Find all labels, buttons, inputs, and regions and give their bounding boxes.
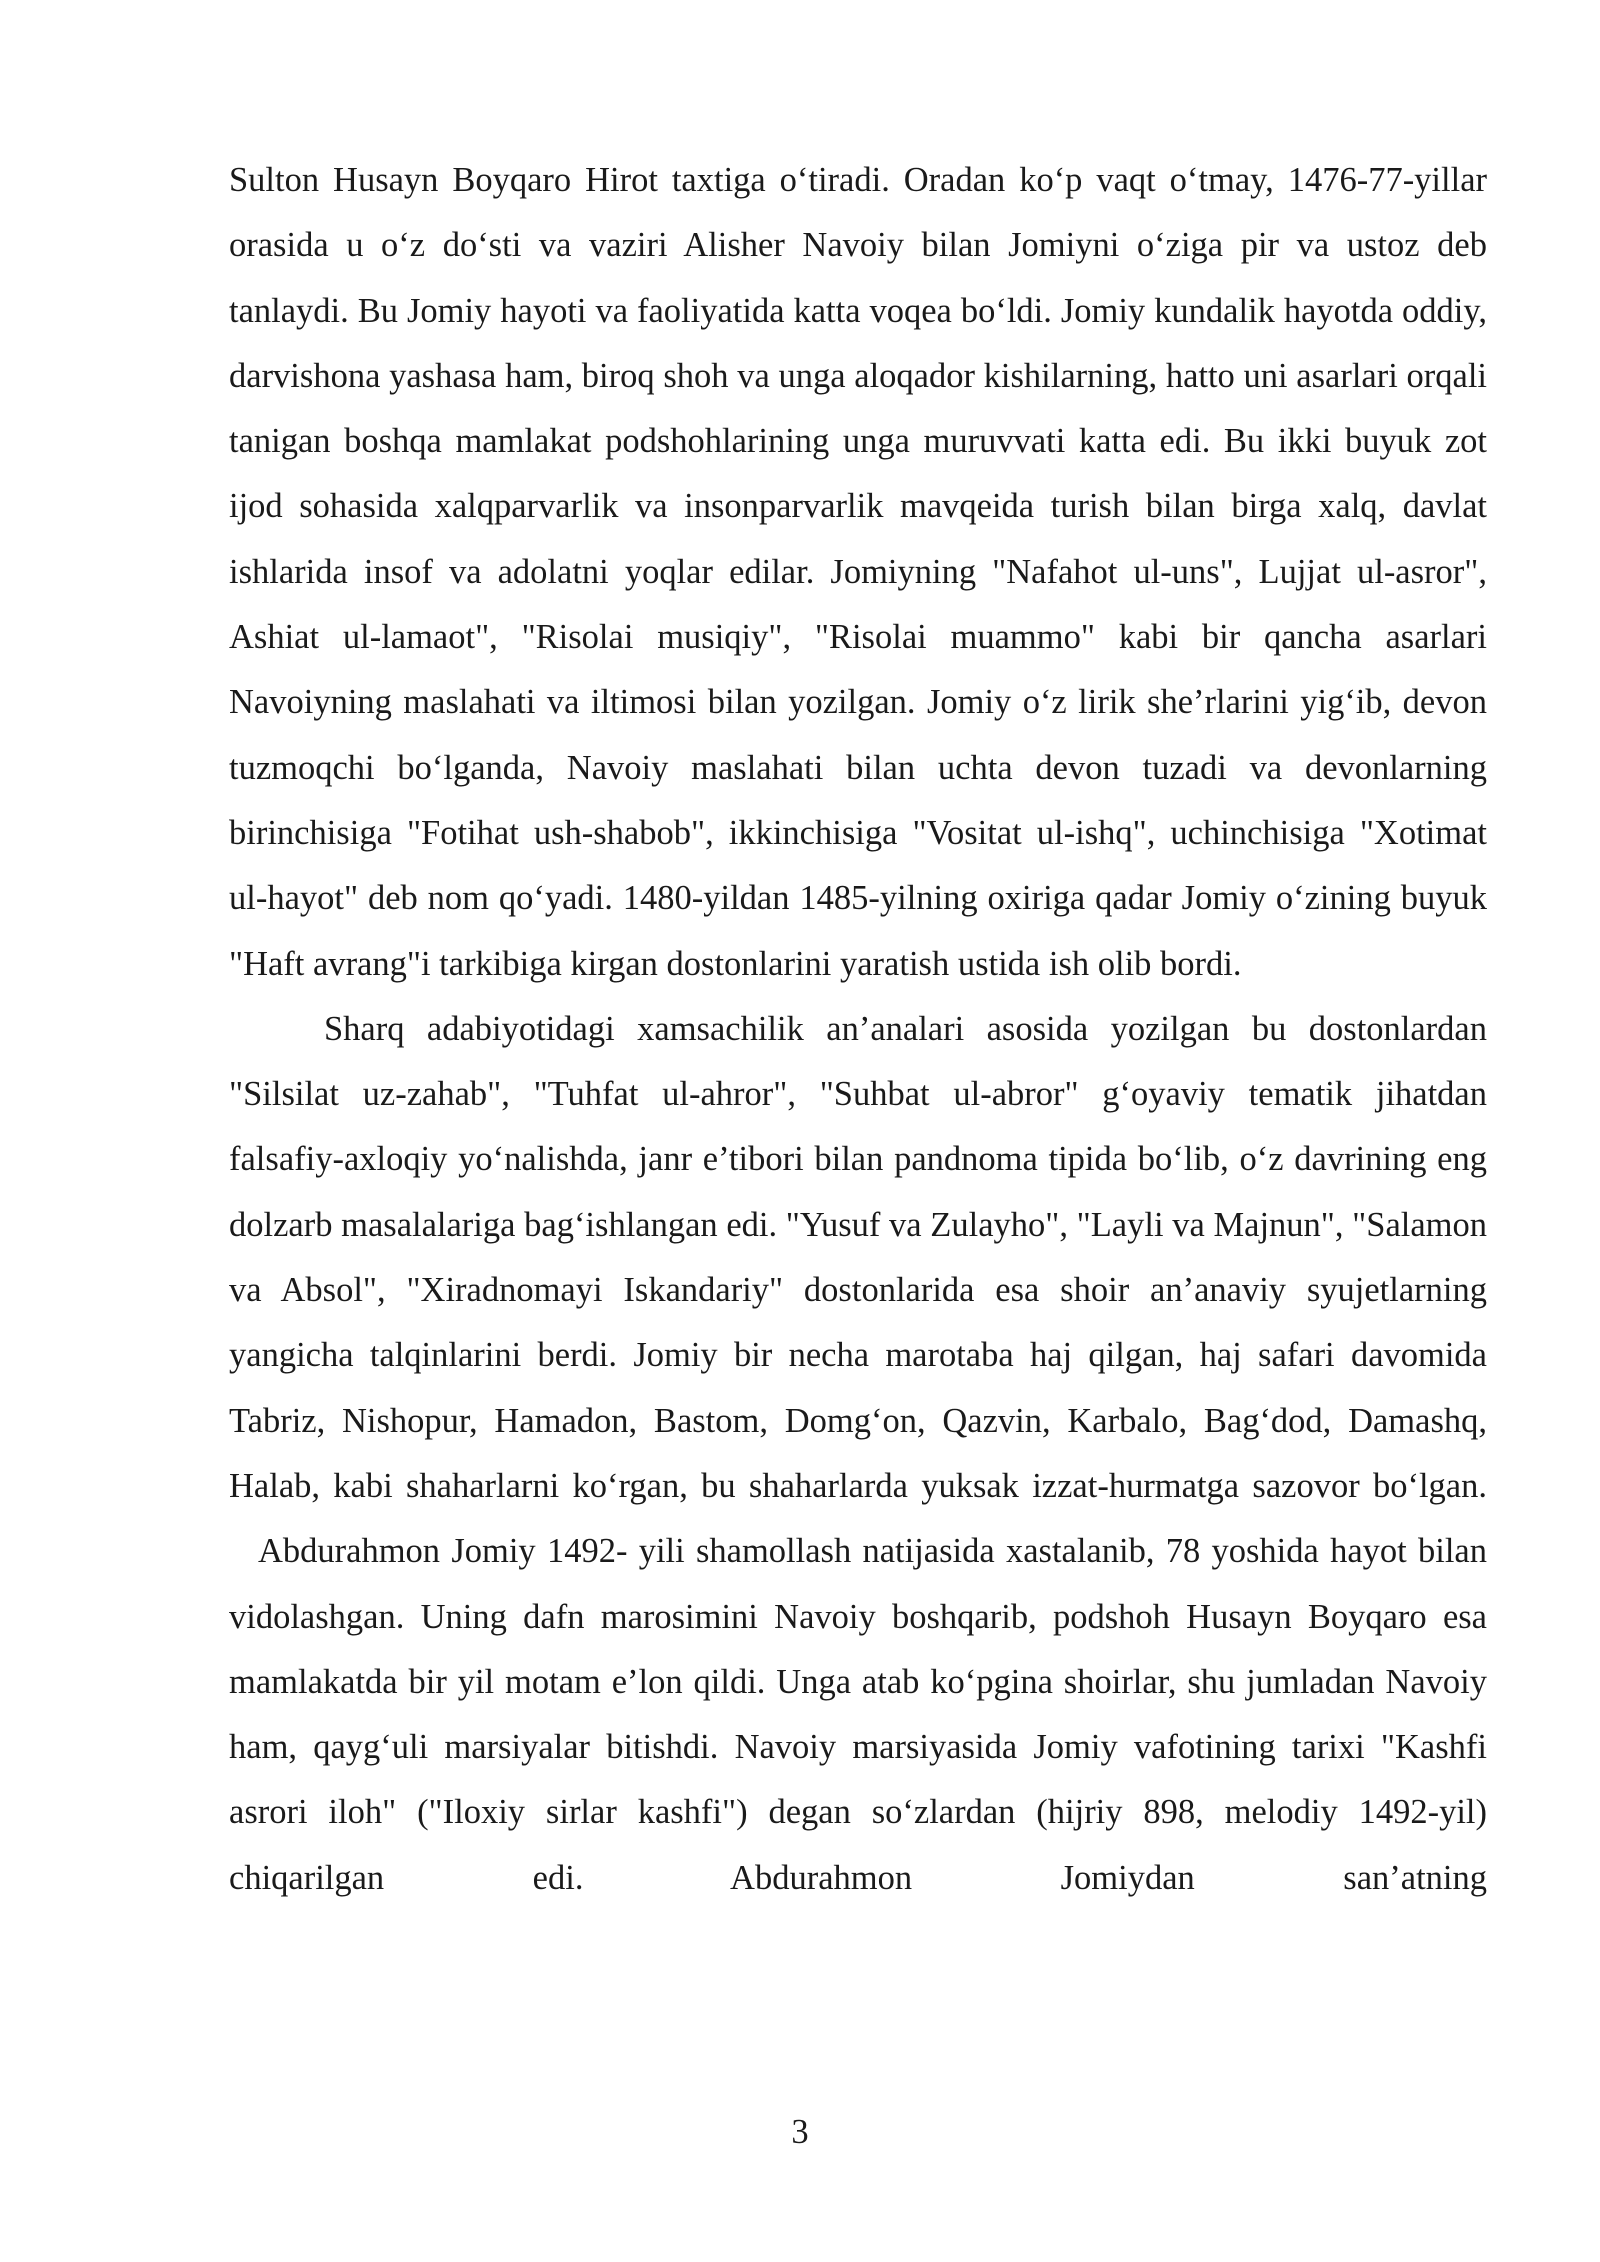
page-number: 3 — [791, 2113, 809, 2151]
paragraph-3: Abdurahmon Jomiy 1492- yili shamollash natijasida xastalanib, 78 yoshida hayot bilan vidolashgan. Uning dafn marosimini Navoiy boshqarib, podshoh Husayn Boyqaro esa mamlakatda bir yil motam e’lon qildi. Unga atab ko‘pgina shoirlar, shu jumladan Navoiy ham, qayg‘uli marsiyalar bitishdi. Navoiy marsiyasida Jomiy vafotining tarixi "Kashfi asrori iloh" ("Iloxiy sirlar kashfi") degan so‘zlardan (hijriy 898, melodiy 1492-yil) chiqarilgan edi. Abdurahmon Jomiydan san’atning — [229, 1532, 1487, 1897]
document-page — [229, 148, 1487, 1911]
paragraph-1: Sulton Husayn Boyqaro Hirot taxtiga o‘tiradi. Oradan ko‘p vaqt o‘tmay, 1476-77-yillar orasida u o‘z do‘sti va vaziri Alisher Navoiy bilan Jomiyni o‘ziga pir va ustoz deb tanlaydi. Bu Jomiy hayoti va faoliyatida katta voqea bo‘ldi. Jomiy kundalik hayotda oddiy, darvishona yashasa ham, biroq shoh va unga aloqador kishilarning, hatto uni asarlari orqali tanigan boshqa mamlakat podshohlarining unga muruvvati katta edi. Bu ikki buyuk zot ijod sohasida xalqparvarlik va insonparvarlik mavqeida turish bilan birga xalq, davlat ishlarida insof va adolatni yoqlar edilar. Jomiyning "Nafahot ul-uns", Lujjat ul-asror", Ashiat ul-lamaot", "Risolai musiqiy", "Risolai muammo" kabi bir qancha asarlari Navoiyning maslahati va iltimosi bilan yozilgan. Jomiy o‘z lirik she’rlarini yig‘ib, devon tuzmoqchi bo‘lganda, Navoiy maslahati bilan uchta devon tuzadi va devonlarning birinchisiga "Fotihat ush-shabob", ikkinchisiga "Vositat ul-ishq", uchinchisiga "Xotimat ul-hayot" deb nom qo‘yadi. 1480-yildan 1485-yilning oxiriga qadar Jomiy o‘zining buyuk "Haft avrang"i tarkibiga kirgan dostonlarini yaratish ustida ish olib bordi. — [229, 161, 1487, 983]
paragraph-2: Sharq adabiyotidagi xamsachilik an’analari asosida yozilgan bu dostonlardan "Silsilat uz-zahab", "Tuhfat ul-ahror", "Suhbat ul-abror" g‘oyaviy tematik jihatdan falsafiy-axloqiy yo‘nalishda, janr e’tibori bilan pandnoma tipida bo‘lib, o‘z davrining eng dolzarb masalalariga bag‘ishlangan edi. "Yusuf va Zulayho", "Layli va Majnun", "Salamon va Absol", "Xiradnomayi Iskandariy" dostonlarida esa shoir an’anaviy syujetlarning yangicha talqinlarini berdi. Jomiy bir necha marotaba haj qilgan, haj safari davomida Tabriz, Nishopur, Hamadon, Bastom, Domg‘on, Qazvin, Karbalo, Bag‘dod, Damashq, Halab, kabi shaharlarni ko‘rgan, bu shaharlarda yuksak izzat-hurmatga sazovor bo‘lgan. — [229, 1009, 1487, 1505]
